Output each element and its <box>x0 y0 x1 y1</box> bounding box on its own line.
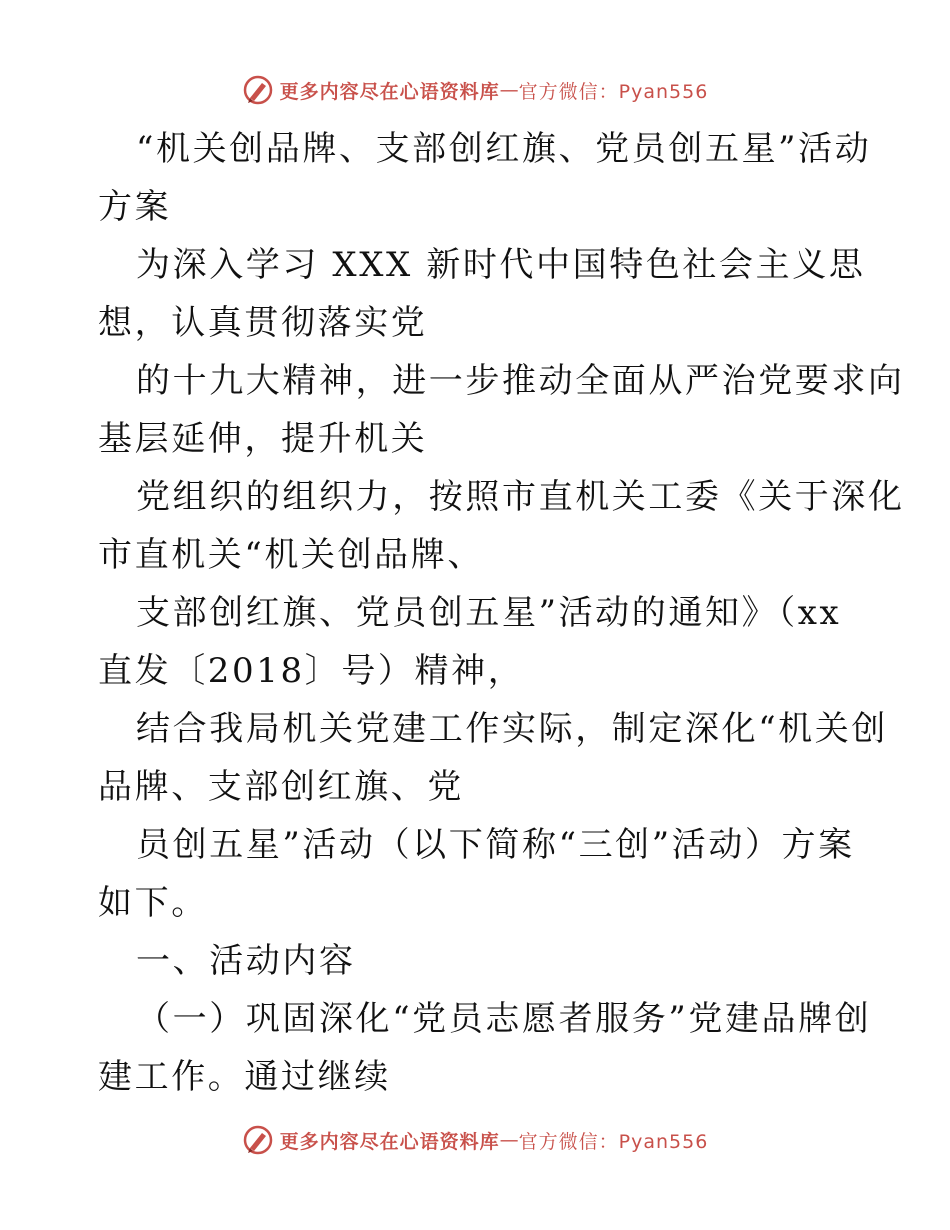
watermark-contact: 官方微信：Pyan556 <box>518 1130 709 1153</box>
paragraph-line: 想，认真贯彻落实党 <box>98 303 428 343</box>
title-line-1: “机关创品牌、支部创红旗、党员创五星”活动 <box>136 129 872 169</box>
paragraph-line: 市直机关“机关创品牌、 <box>98 535 484 575</box>
subsection-heading: （一）巩固深化“党员志愿者服务”党建品牌创 <box>136 999 872 1039</box>
pen-logo-icon <box>242 1124 274 1156</box>
watermark-separator: — <box>499 79 519 101</box>
title-line-2: 方案 <box>98 187 172 227</box>
footer-watermark <box>0 1120 950 1160</box>
watermark-text: 更多内容尽在心语资料库 <box>279 80 500 103</box>
paragraph-line: 基层延伸，提升机关 <box>98 419 428 459</box>
paragraph-line: 党组织的组织力，按照市直机关工委《关于深化 <box>136 477 905 517</box>
paragraph-line: 的十九大精神，进一步推动全面从严治党要求向 <box>136 361 905 401</box>
watermark-separator: — <box>499 1129 519 1151</box>
pen-logo-icon <box>242 74 274 106</box>
paragraph-line: 支部创红旗、党员创五星”活动的通知》（xx <box>136 593 842 633</box>
paragraph-line: 结合我局机关党建工作实际，制定深化“机关创 <box>136 709 888 749</box>
paragraph-line: 品牌、支部创红旗、党 <box>98 767 464 807</box>
document-body <box>98 120 905 1106</box>
paragraph-line: 如下。 <box>98 883 208 923</box>
header-watermark <box>0 70 950 110</box>
watermark-contact: 官方微信：Pyan556 <box>518 80 709 103</box>
watermark-text: 更多内容尽在心语资料库 <box>279 1130 500 1153</box>
section-heading: 一、活动内容 <box>136 941 356 981</box>
paragraph-line: 员创五星”活动（以下简称“三创”活动）方案 <box>136 825 855 865</box>
paragraph-line: 建工作。通过继续 <box>98 1057 391 1097</box>
paragraph-line: 为深入学习 XXX 新时代中国特色社会主义思 <box>136 245 866 285</box>
paragraph-line: 直发〔2018〕号）精神， <box>98 651 525 691</box>
